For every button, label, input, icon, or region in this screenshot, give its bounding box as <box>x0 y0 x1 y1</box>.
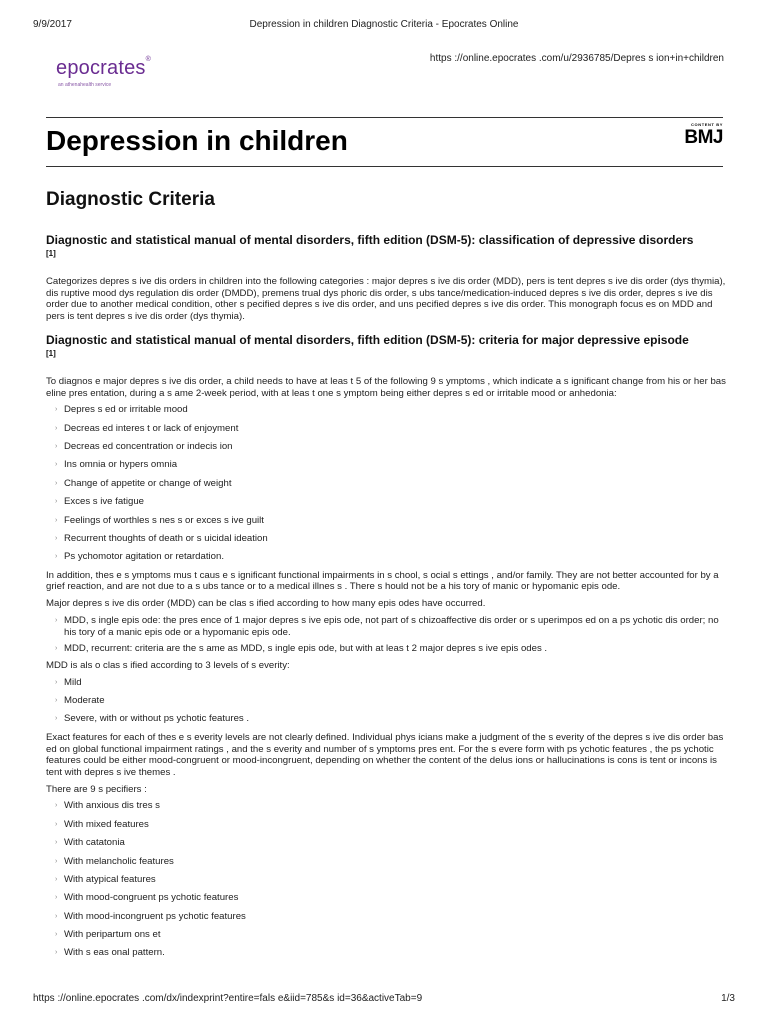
arrow-bullet-icon: › <box>55 461 58 469</box>
list-item: › With melancholic features <box>55 855 174 867</box>
arrow-bullet-icon: › <box>55 949 58 957</box>
criteria-intro: To diagnos e major depres s ive dis order, a child needs to have at leas t 5 of the following 9 s ymptoms , which indicate a s ignificant change from his or her bas eline pres entation, during a s ame 2-week period, with at leas t one s ymptom being either depres s ed or irritable mood or anhedonia: <box>46 375 726 399</box>
print-header <box>33 19 735 33</box>
arrow-bullet-icon: › <box>55 498 58 506</box>
section-title: Diagnostic Criteria <box>46 189 215 210</box>
criteria-heading: Diagnostic and statistical manual of mental disorders, fifth edition (DSM-5): criteria for major depressive episode <box>46 332 689 347</box>
arrow-bullet-icon: › <box>55 715 58 723</box>
logo-wordmark: epocrates <box>56 57 146 79</box>
exact-features-paragraph: Exact features for each of thes e s everity levels are not clearly defined. Individual phys icians make a judgment of the s everity of the depres s ive dis order bas ed on global functional impairment ratings , and the s everity and number of s ymptoms pres ent. For the s evere form with ps ychotic features , the ps ychotic features could be either mood-congruent or mood-incongruent, depending on whether the content of the delus ions or hallucinations is cons is tent or incons is tent with depres s ive themes . <box>46 731 724 778</box>
impairment-paragraph: In addition, thes e s ymptoms mus t caus e s ignificant functional impairments in s chool, s ocial s ettings , and/or family. They are not better accounted for by a grief reaction, and are not due to a s ubs tance or to a medical illnes s . There s hould not be a his tory of manic or hypomanic epis ode. <box>46 569 719 593</box>
print-date: 9/9/2017 <box>33 19 72 30</box>
arrow-bullet-icon: › <box>55 616 58 624</box>
arrow-bullet-icon: › <box>55 406 58 414</box>
classification-heading: Diagnostic and statistical manual of mental disorders, fifth edition (DSM-5): classification of depressive disorders <box>46 233 694 247</box>
list-item: › Change of appetite or change of weight <box>55 477 232 489</box>
title-rule-bottom <box>46 166 723 167</box>
list-item: › Exces s ive fatigue <box>55 496 144 508</box>
arrow-bullet-icon: › <box>55 553 58 561</box>
print-footer <box>33 993 735 1007</box>
list-item: › Decreas ed interes t or lack of enjoyment <box>55 422 239 434</box>
specifier-list <box>46 800 726 959</box>
specifiers-intro: There are 9 s pecifiers : <box>46 783 147 795</box>
arrow-bullet-icon: › <box>55 802 58 810</box>
list-item: › With anxious dis tres s <box>55 800 160 812</box>
list-item: › MDD, s ingle epis ode: the pres ence of 1 major depres s ive epis ode, not part of s chizoaffective dis order or s uperimpos ed on a ps ychotic dis order; no his tory of a manic epis ode or a hypomanic epis ode. <box>55 614 719 638</box>
list-item: › With peripartum ons et <box>55 929 161 941</box>
episode-list <box>46 615 726 655</box>
arrow-bullet-icon: › <box>55 516 58 524</box>
logo-tagline: an athenahealth service <box>58 82 112 88</box>
list-item: › Moderate <box>55 695 105 707</box>
page-url: https ://online.epocrates .com/u/2936785/Depres s ion+in+children <box>429 53 724 64</box>
arrow-bullet-icon: › <box>55 912 58 920</box>
list-item: › MDD, recurrent: criteria are the s ame as MDD, s ingle epis ode, but with at leas t 2 major depres s ive epis odes . <box>55 643 548 655</box>
epocrates-logo <box>56 58 176 90</box>
arrow-bullet-icon: › <box>55 443 58 450</box>
arrow-bullet-icon: › <box>55 820 58 828</box>
list-item: › Recurrent thoughts of death or s uicidal ideation <box>55 532 268 544</box>
arrow-bullet-icon: › <box>55 875 58 883</box>
arrow-bullet-icon: › <box>55 534 58 542</box>
arrow-bullet-icon: › <box>55 645 58 653</box>
bmj-logo <box>683 122 723 148</box>
list-item: › Depres s ed or irritable mood <box>55 404 188 416</box>
list-item: › Severe, with or without ps ychotic features . <box>55 713 250 725</box>
classification-paragraph: Categorizes depres s ive dis orders in children into the following categories : major depres s ive dis order (MDD), pers is tent depres s ive dis order (dys thymia), dis ruptive mood dys regulation dis order (DMDD), premens trual dys phoric dis order, s ubs tance/medication-induced depres s ive dis order, depres s ive dis order due to another medical condition, other s pecified depres s ive dis order, and uns pecified depres s ive dis order. This monograph focus es on MDD and pers is tent depres s ive dis order (dys thymia). <box>46 276 726 323</box>
list-item: › Ins omnia or hypers omnia <box>55 459 178 471</box>
page-number: 1/3 <box>721 993 735 1004</box>
list-item: › Feelings of worthles s nes s or exces s ive guilt <box>55 514 264 526</box>
list-item: › With atypical features <box>55 873 156 885</box>
arrow-bullet-icon: › <box>55 678 58 686</box>
main-content <box>46 233 726 966</box>
arrow-bullet-icon: › <box>55 931 58 939</box>
severity-list <box>46 677 726 725</box>
list-item: › With s eas onal pattern. <box>55 947 165 959</box>
page-title: Depression in children <box>46 125 348 156</box>
classification-intro: Major depres s ive dis order (MDD) can be clas s ified according to how many epis odes have occurred. <box>46 598 486 610</box>
list-item: › With mood-incongruent ps ychotic features <box>55 910 246 922</box>
arrow-bullet-icon: › <box>55 857 58 865</box>
print-title: Depression in children Diagnostic Criteria - Epocrates Online <box>249 19 519 30</box>
reference-link[interactable]: [1] <box>46 348 56 358</box>
reference-link[interactable]: [1] <box>46 249 56 258</box>
footer-url: https ://online.epocrates .com/dx/indexprint?entire=fals e&iid=785&s id=36&activeTab=9 <box>33 993 423 1004</box>
arrow-bullet-icon: › <box>55 479 58 487</box>
list-item: › Decreas ed concentration or indecis ion <box>55 441 233 452</box>
list-item: › With mixed features <box>55 818 149 830</box>
arrow-bullet-icon: › <box>55 697 58 705</box>
arrow-bullet-icon: › <box>55 894 58 902</box>
list-item: › Mild <box>55 676 82 688</box>
list-item: › Ps ychomotor agitation or retardation. <box>55 551 224 563</box>
bmj-content-by: CONTENT BY <box>691 122 723 127</box>
list-item: › With catatonia <box>55 837 125 849</box>
bmj-wordmark: BMJ <box>684 127 723 148</box>
arrow-bullet-icon: › <box>55 424 58 432</box>
list-item: › With mood-congruent ps ychotic features <box>55 892 239 904</box>
symptom-list <box>46 404 726 563</box>
logo-registered-mark: ® <box>145 56 151 63</box>
severity-intro: MDD is als o clas s ified according to 3 levels of s everity: <box>46 659 290 671</box>
arrow-bullet-icon: › <box>55 839 58 847</box>
title-rule-top <box>46 117 723 118</box>
